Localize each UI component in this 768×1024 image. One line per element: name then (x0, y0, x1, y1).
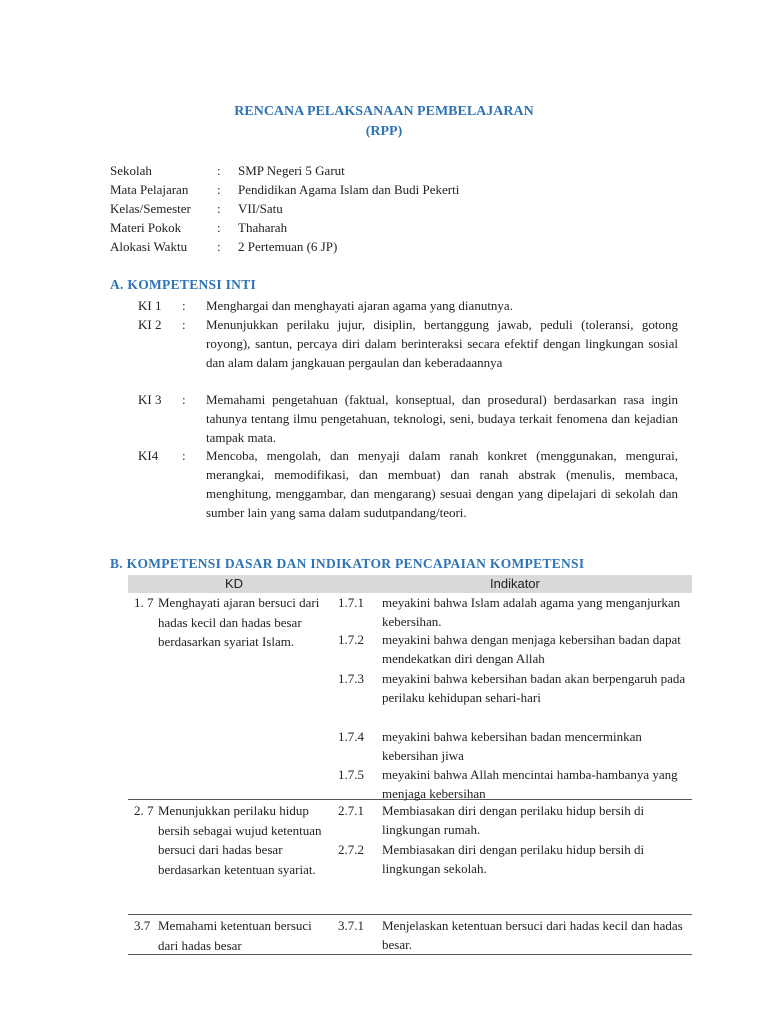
identity-value: Pendidikan Agama Islam dan Budi Pekerti (238, 182, 460, 197)
identity-value: SMP Negeri 5 Garut (238, 163, 345, 178)
indicator-number: 1.7.3 (338, 671, 364, 686)
identity-colon: : (217, 201, 221, 216)
indicator-number: 1.7.4 (338, 729, 364, 744)
indicator-number: 2.7.1 (338, 803, 364, 818)
ki-item-3 (138, 390, 678, 447)
identity-label: Kelas/Semester (110, 201, 191, 216)
ki-code: KI 2 (138, 317, 162, 332)
kd-text: Memahami ketentuan bersuci dari hadas besar (158, 918, 312, 953)
indicator-item (338, 801, 694, 839)
indicator-number: 1.7.5 (338, 767, 364, 782)
indicator-number: 1.7.1 (338, 595, 364, 610)
kd-number: 1. 7 (134, 595, 154, 610)
indicator-item (338, 630, 694, 668)
identity-label: Materi Pokok (110, 220, 182, 235)
identity-label: Mata Pelajaran (110, 182, 189, 197)
indicator-text: Menjelaskan ketentuan bersuci dari hadas kecil dan hadas besar. (382, 918, 683, 952)
document-title: RENCANA PELAKSANAAN PEMBELAJARAN (234, 104, 534, 119)
indicator-text: meyakini bahwa Allah mencintai hamba-hambanya yang menjaga kebersihan (382, 767, 678, 801)
ki-text: Mencoba, mengolah, dan menyaji dalam ranah konkret (menggunakan, mengurai, merangkai, memodifikasi, dan membuat) dan ranah abstrak (menulis, membaca, menghitung, menggambar, dan mengarang) sesuai dengan yang dipelajari di sekolah dan sumber lain yang sama dalam sudutpandang/teori. (206, 448, 678, 520)
indicator-number: 3.7.1 (338, 918, 364, 933)
indicator-text: Membiasakan diri dengan perilaku hidup bersih di lingkungan rumah. (382, 803, 645, 837)
indicator-item (338, 669, 694, 707)
ki-code: KI4 (138, 448, 159, 463)
indicator-number: 1.7.2 (338, 632, 364, 647)
identity-value: Thaharah (238, 220, 288, 235)
kd-text: Menunjukkan perilaku hidup bersih sebagai wujud ketentuan bersuci dari hadas besar berdasarkan ketentuan syariat. (158, 803, 322, 877)
indicator-item (338, 593, 694, 631)
ki-text: Menunjukkan perilaku jujur, disiplin, bertanggung jawab, peduli (toleransi, gotong royong), santun, percaya diri dalam berinteraksi secara efektif dengan lingkungan sosial dan alam dalam jangkauan pergaulan dan keberadaannya (206, 317, 678, 370)
table-row (128, 801, 692, 915)
identity-label: Sekolah (110, 163, 152, 178)
ki-item-4 (138, 446, 678, 522)
indicator-text: meyakini bahwa kebersihan badan akan berpengaruh pada perilaku kehidupan sehari-hari (382, 671, 686, 705)
kd-number: 2. 7 (134, 803, 154, 818)
identity-colon: : (217, 239, 221, 254)
kd-cell (134, 801, 324, 879)
ki-colon: : (182, 317, 186, 332)
indicator-item (338, 916, 694, 954)
indicator-text: meyakini bahwa Islam adalah agama yang menganjurkan kebersihan. (382, 595, 681, 629)
section-heading-kompetensi-inti: A. KOMPETENSI INTI (110, 277, 257, 292)
table-header-indikator: Indikator (490, 576, 540, 591)
indicator-item (338, 765, 694, 803)
kd-text: Menghayati ajaran bersuci dari hadas kecil dan hadas besar berdasarkan syariat Islam. (158, 595, 320, 649)
indicator-text: Membiasakan diri dengan perilaku hidup bersih di lingkungan sekolah. (382, 842, 645, 876)
indicator-item (338, 727, 694, 765)
identity-colon: : (217, 220, 221, 235)
kd-cell (134, 593, 324, 652)
table-header-kd: KD (225, 576, 244, 591)
ki-item-2 (138, 315, 678, 372)
table-row (128, 916, 692, 955)
ki-item-1 (138, 296, 678, 315)
identity-colon: : (217, 182, 221, 197)
indicator-text: meyakini bahwa kebersihan badan mencerminkan kebersihan jiwa (382, 729, 642, 763)
indicator-text: meyakini bahwa dengan menjaga kebersihan badan dapat mendekatkan diri dengan Allah (382, 632, 681, 666)
kd-number: 3.7 (134, 918, 151, 933)
identity-value: 2 Pertemuan (6 JP) (238, 239, 338, 254)
ki-colon: : (182, 298, 186, 313)
ki-text: Menghargai dan menghayati ajaran agama yang dianutnya. (206, 298, 513, 313)
ki-code: KI 1 (138, 298, 162, 313)
identity-colon: : (217, 163, 221, 178)
indicator-number: 2.7.2 (338, 842, 364, 857)
identity-value: VII/Satu (238, 201, 283, 216)
section-heading-kompetensi-dasar: B. KOMPETENSI DASAR DAN INDIKATOR PENCAPAIAN KOMPETENSI (110, 556, 585, 571)
ki-text: Memahami pengetahuan (faktual, konseptual, dan prosedural) berdasarkan rasa ingin tahunya tentang ilmu pengetahuan, teknologi, seni, budaya terkait fenomena dan kejadian tampak mata. (206, 392, 678, 445)
ki-colon: : (182, 448, 186, 463)
ki-colon: : (182, 392, 186, 407)
kd-cell (134, 916, 324, 955)
identity-label: Alokasi Waktu (110, 239, 188, 254)
table-row (128, 593, 692, 800)
ki-code: KI 3 (138, 392, 162, 407)
table-header (128, 575, 692, 593)
document-subtitle: (RPP) (365, 124, 403, 139)
indicator-item (338, 840, 694, 878)
